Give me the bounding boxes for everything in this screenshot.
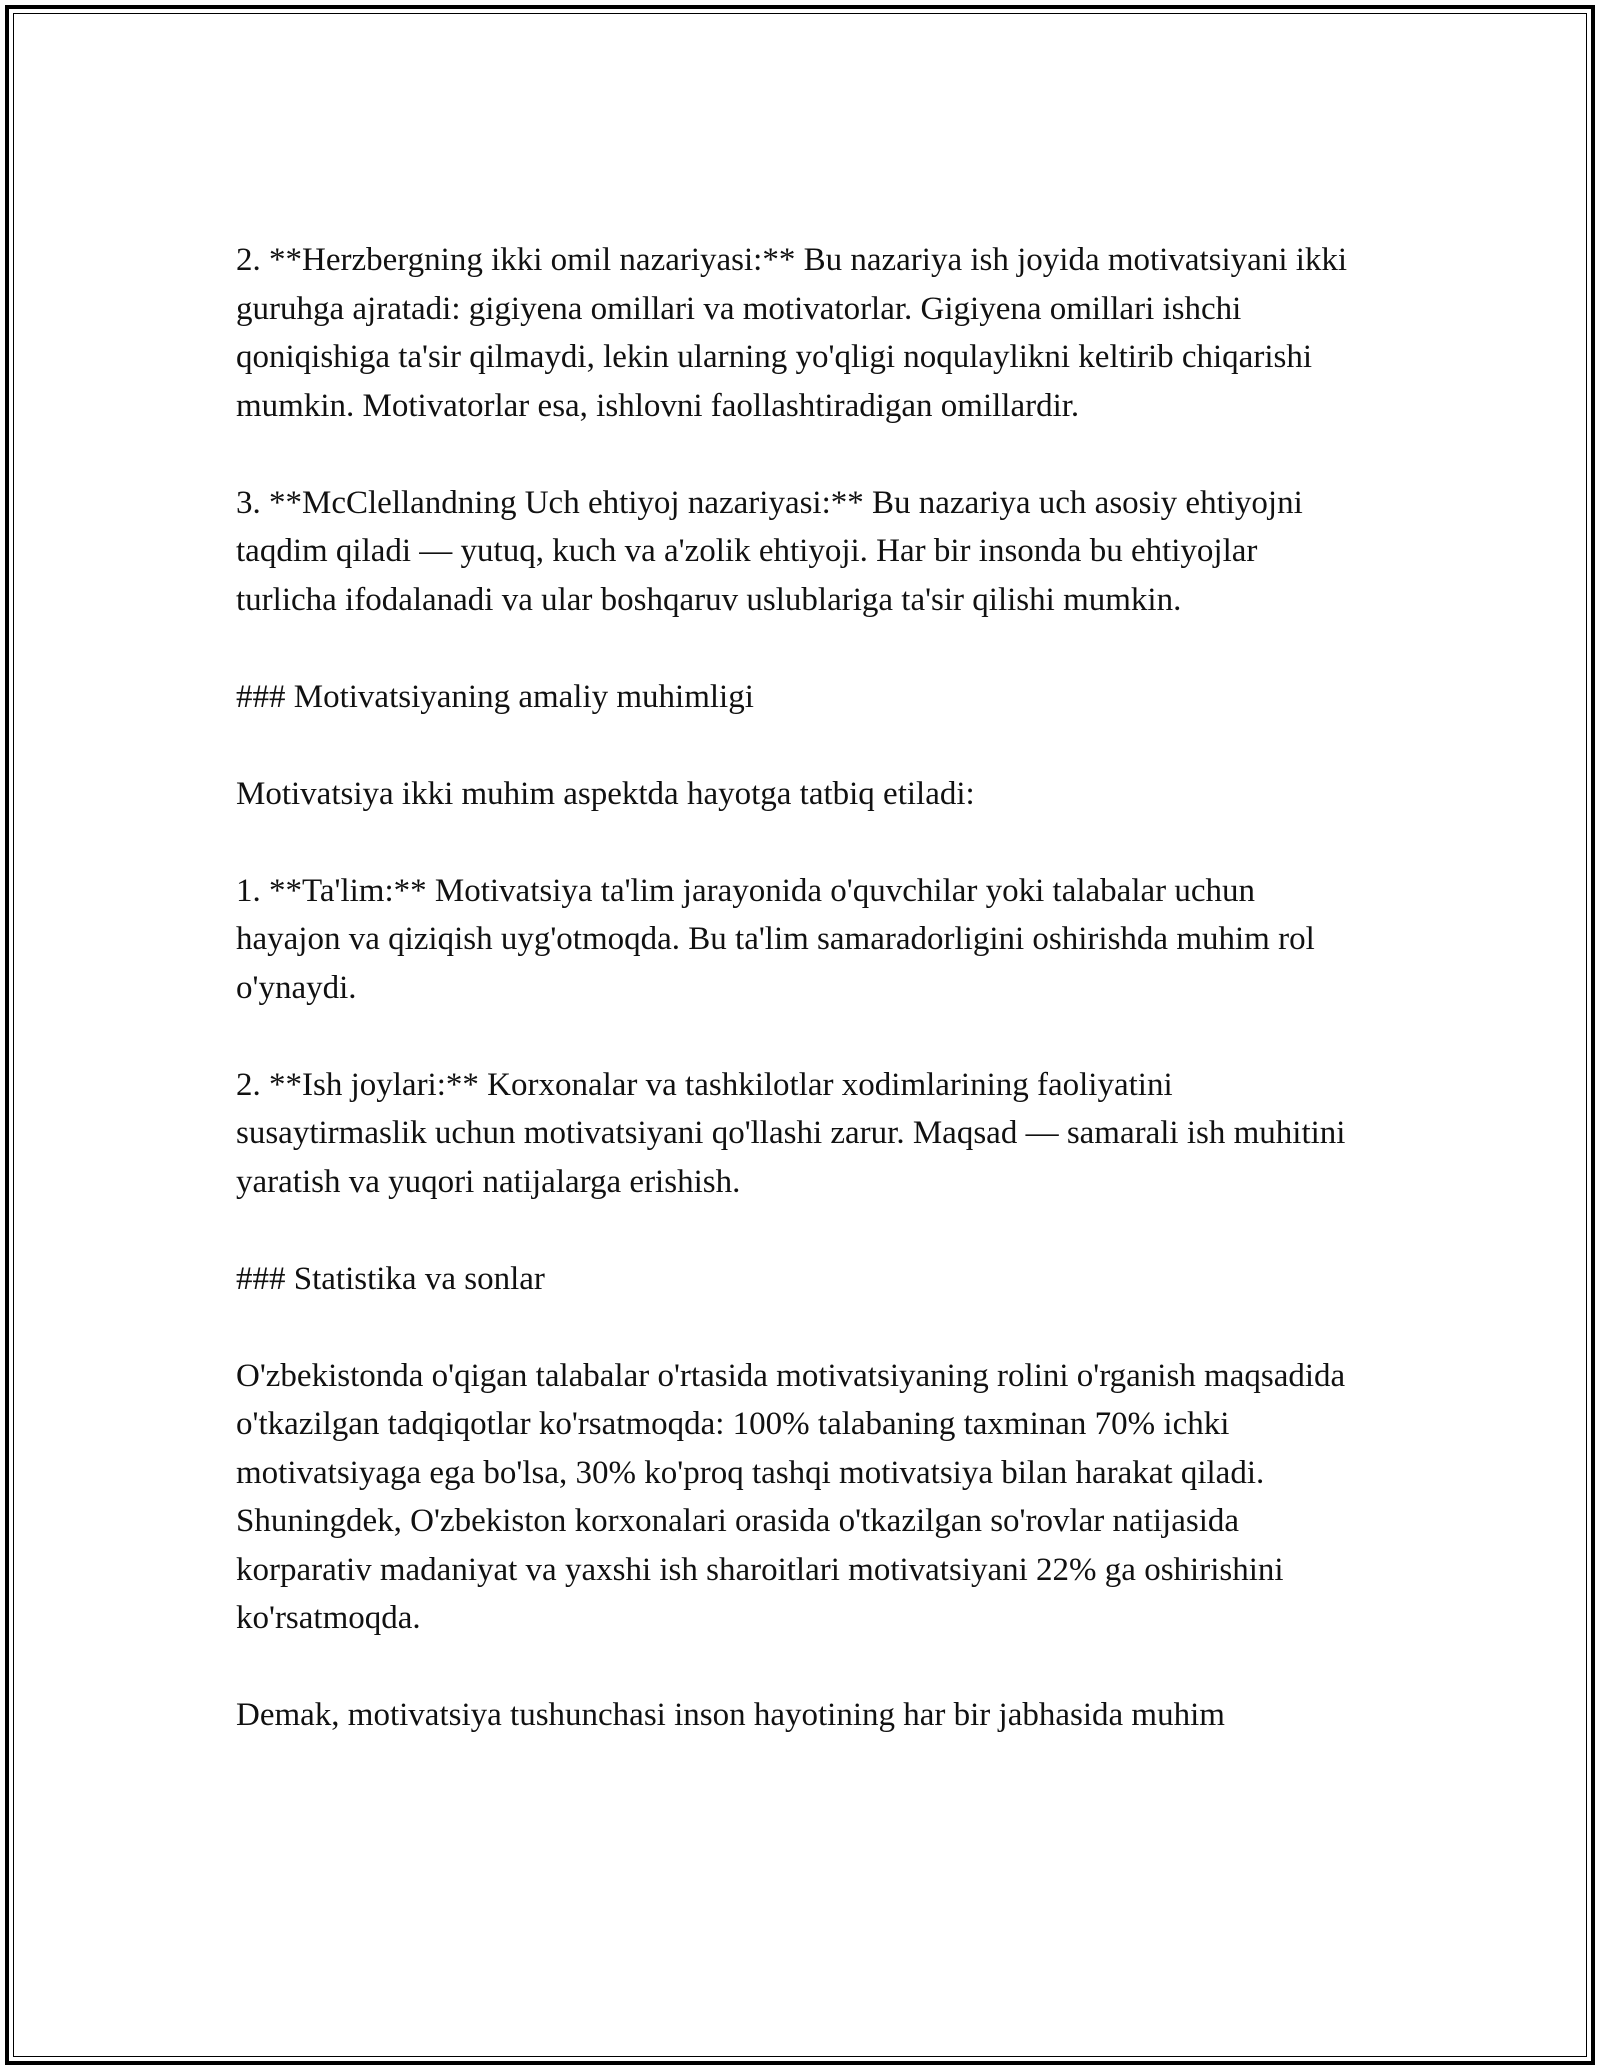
heading-statistika: ### Statistika va sonlar bbox=[236, 1260, 545, 1297]
item-herzberg: 2. **Herzbergning ikki omil nazariyasi:** Bu nazariya ish joyida motivatsiyani ikki guruhga ajratadi: gigiyena omillari va motivatorlar. Gigiyena omillari ishchi qoniqishiga ta'sir qilmaydi, lekin ularning yo'qligi noqulaylikni keltirib chiqarishi mumkin. Motivatorlar esa, ishlovni faollashtiradigan omillardir. bbox=[236, 242, 1348, 424]
intro-aspects: Motivatsiya ikki muhim aspektda hayotga tatbiq etiladi: bbox=[236, 775, 975, 812]
item-talim: 1. **Ta'lim:** Motivatsiya ta'lim jarayonida o'quvchilar yoki talabalar uchun hayajon va qiziqish uyg'otmoqda. Bu ta'lim samaradorligini oshirishda muhim rol o'ynaydi. bbox=[236, 872, 1315, 1006]
document-body bbox=[236, 236, 1366, 1788]
para-demak: Demak, motivatsiya tushunchasi inson hayotining har bir jabhasida muhim bbox=[236, 1697, 1225, 1733]
para-statistika: O'zbekistonda o'qigan talabalar o'rtasida motivatsiyaning rolini o'rganish maqsadida o'tkazilgan tadqiqotlar ko'rsatmoqda: 100% talabaning taxminan 70% ichki motivatsiyaga ega bo'lsa, 30% ko'proq tashqi motivatsiya bilan harakat qiladi. Shuningdek, O'zbekiston korxonalari orasida o'tkazilgan so'rovlar natijasida korparativ madaniyat va yaxshi ish sharoitlari motivatsiyani 22% ga oshirishini ko'rsatmoqda. bbox=[236, 1357, 1346, 1636]
item-ish-joylari: 2. **Ish joylari:** Korxonalar va tashkilotlar xodimlarining faoliyatini susaytirmaslik uchun motivatsiyani qo'llashi zarur. Maqsad — samarali ish muhitini yaratish va yuqori natijalarga erishish. bbox=[236, 1066, 1346, 1200]
item-mcclelland: 3. **McClellandning Uch ehtiyoj nazariyasi:** Bu nazariya uch asosiy ehtiyojni taqdim qiladi — yutuq, kuch va a'zolik ehtiyoji. Har bir insonda bu ehtiyojlar turlicha ifodalanadi va ular boshqaruv uslublariga ta'sir qilishi mumkin. bbox=[236, 484, 1303, 618]
heading-amaliy: ### Motivatsiyaning amaliy muhimligi bbox=[236, 678, 754, 715]
